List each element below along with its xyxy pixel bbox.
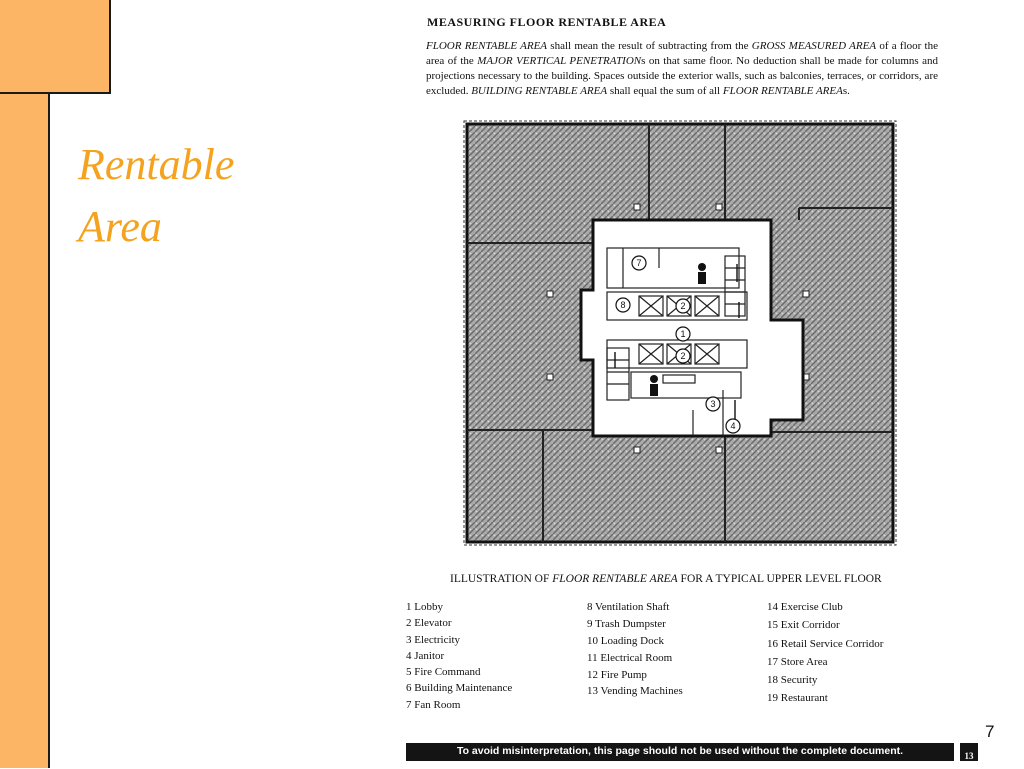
legend-item: 5 Fire Command — [406, 666, 481, 679]
callout-label-1: 1 — [680, 329, 686, 339]
document-paragraph — [426, 39, 938, 99]
legend-item: 16 Retail Service Corridor — [767, 637, 884, 650]
legend-item: 6 Building Maintenance — [406, 682, 513, 695]
callout-label-4: 4 — [730, 421, 736, 431]
legend-item: 2 Elevator — [406, 617, 452, 630]
legend-item: 9 Trash Dumpster — [587, 617, 666, 630]
legend-item: 14 Exercise Club — [767, 601, 843, 613]
callout-label-3: 3 — [710, 399, 716, 409]
document-heading: MEASURING FLOOR RENTABLE AREA — [427, 15, 667, 29]
callout-label-8: 8 — [620, 300, 626, 310]
legend-column-2 — [587, 601, 683, 702]
decorative-corner-box — [0, 0, 111, 94]
legend-item: 11 Electrical Room — [587, 651, 673, 664]
legend-item: 4 Janitor — [406, 649, 445, 662]
callout-label-2a: 2 — [680, 301, 686, 311]
caption-text: FOR A TYPICAL UPPER LEVEL FLOOR — [677, 573, 882, 585]
legend-item: 7 Fan Room — [406, 698, 461, 711]
callout-label-2b: 2 — [680, 351, 686, 361]
paragraph-text: s on that same floor. No deduction shall be made for columns and projections necessary to the building. Spaces outside the exterior walls, such as balconies, terraces, or corridors, are excluded. — [426, 55, 939, 97]
slide-title — [78, 134, 234, 258]
legend-item: 13 Vending Machines — [587, 685, 683, 698]
legend-item: 18 Security — [767, 674, 818, 687]
legend-item: 3 Electricity — [406, 633, 461, 646]
term-floor-rentable-area: FLOOR RENTABLE AREA — [722, 85, 843, 97]
legend-item: 1 Lobby — [406, 601, 443, 613]
paragraph-text: s. — [842, 85, 850, 97]
decorative-side-bar — [0, 0, 50, 768]
paragraph-text: of a floor the area of the — [426, 40, 938, 67]
legend-column-1 — [406, 601, 512, 715]
legend-item: 19 Restaurant — [767, 692, 828, 705]
slide-title-line-1: Rentable — [78, 140, 235, 189]
legend-item: 17 Store Area — [767, 655, 828, 668]
paragraph-text: shall equal the sum of all — [607, 85, 723, 97]
term-gross-measured-area: GROSS MEASURED AREA — [751, 40, 877, 52]
paragraph-text: shall mean the result of subtracting from the — [547, 40, 752, 52]
illustration-caption — [450, 573, 882, 585]
term-building-rentable-area: BUILDING RENTABLE AREA — [471, 85, 608, 97]
slide-title-line-2: Area — [78, 202, 162, 251]
legend-item: 8 Ventilation Shaft — [587, 601, 670, 613]
building-core-outline — [581, 220, 803, 436]
term-major-vertical-penetration: MAJOR VERTICAL PENETRATION — [477, 55, 642, 67]
disclaimer-banner: To avoid misinterpretation, this page should not be used without the complete document. — [406, 743, 954, 761]
legend-item: 15 Exit Corridor — [767, 619, 840, 632]
legend-item: 12 Fire Pump — [587, 668, 647, 681]
callout-label-7: 7 — [636, 258, 642, 268]
document-page-number: 13 — [960, 743, 978, 761]
term-floor-rentable-area: FLOOR RENTABLE AREA — [426, 40, 548, 52]
legend-column-3 — [767, 601, 883, 711]
slide-number: 7 — [985, 722, 995, 741]
floor-plan-illustration — [463, 120, 897, 546]
caption-text: ILLUSTRATION OF — [450, 573, 553, 585]
caption-term: FLOOR RENTABLE AREA — [552, 573, 678, 585]
legend-item: 10 Loading Dock — [587, 634, 664, 647]
